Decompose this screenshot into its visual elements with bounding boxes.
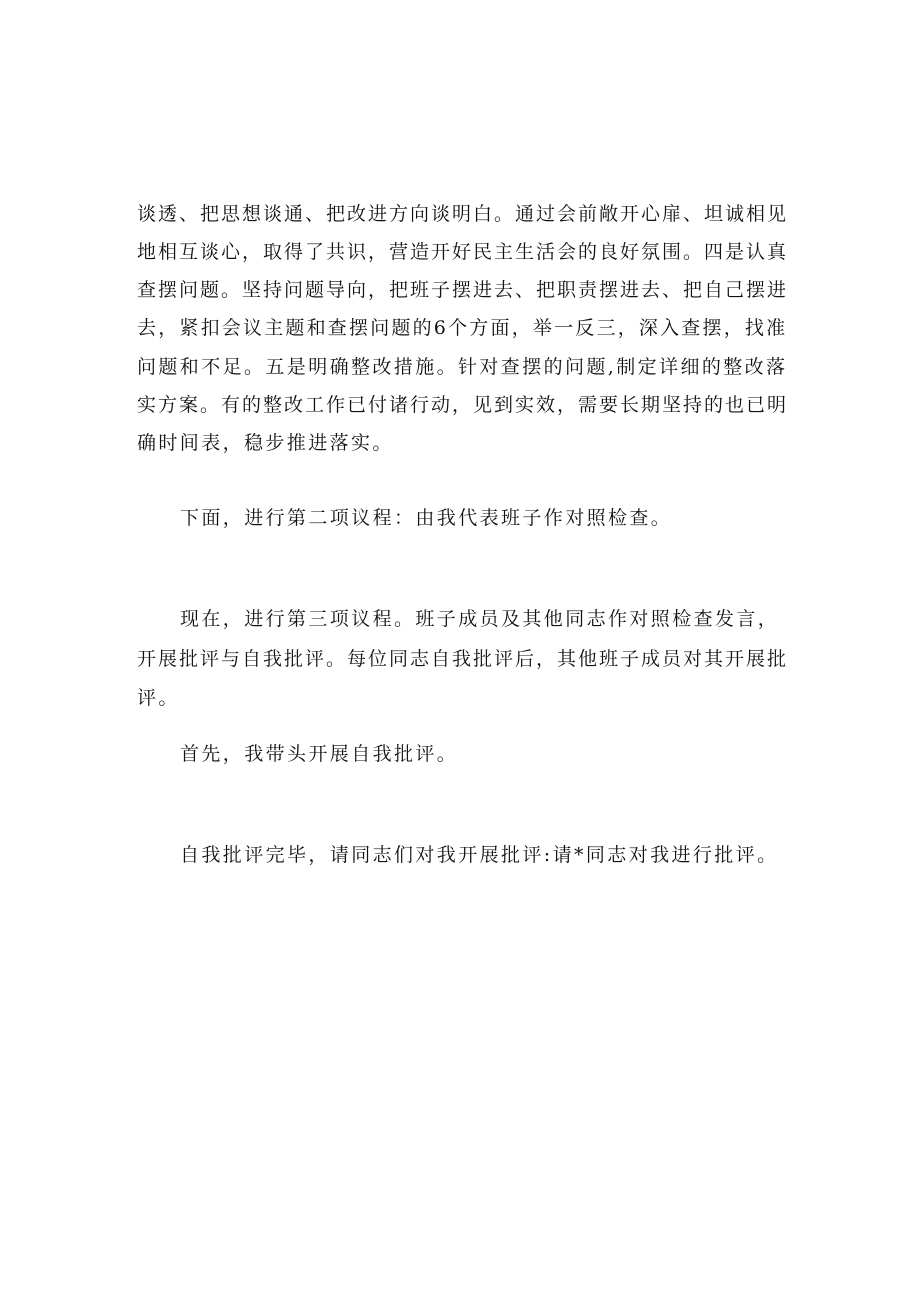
paragraph-agenda-item-2: 下面，进行第二项议程：由我代表班子作对照检查。: [180, 507, 673, 529]
text-line: 实方案。有的整改工作已付诸行动，见到实效，需要长期坚持的也已明: [137, 394, 789, 416]
paragraph-self-criticism: 首先，我带头开展自我批评。: [180, 743, 459, 765]
text-line: 确时间表，稳步推进落实。: [137, 432, 394, 454]
text-line: 谈透、把思想谈通、把改进方向谈明白。通过会前敞开心扉、坦诚相见: [137, 203, 789, 225]
paragraph-criticism-request: 自我批评完毕，请同志们对我开展批评:请*同志对我进行批评。: [180, 844, 779, 866]
text-line: 去，紧扣会议主题和查摆问题的6个方面，举一反三，深入查摆，找准: [137, 317, 788, 339]
text-line: 开展批评与自我批评。每位同志自我批评后，其他班子成员对其开展批: [137, 648, 789, 670]
text-line: 地相互谈心，取得了共识，营造开好民主生活会的良好氛围。四是认真: [137, 241, 789, 263]
text-line: 评。: [137, 687, 180, 709]
text-line: 查摆问题。坚持问题导向，把班子摆进去、把职责摆进去、把自己摆进: [137, 279, 789, 301]
text-line: 现在，进行第三项议程。班子成员及其他同志作对照检查发言，: [180, 608, 780, 630]
text-line: 问题和不足。五是明确整改措施。针对查摆的问题,制定详细的整改落: [137, 356, 788, 378]
